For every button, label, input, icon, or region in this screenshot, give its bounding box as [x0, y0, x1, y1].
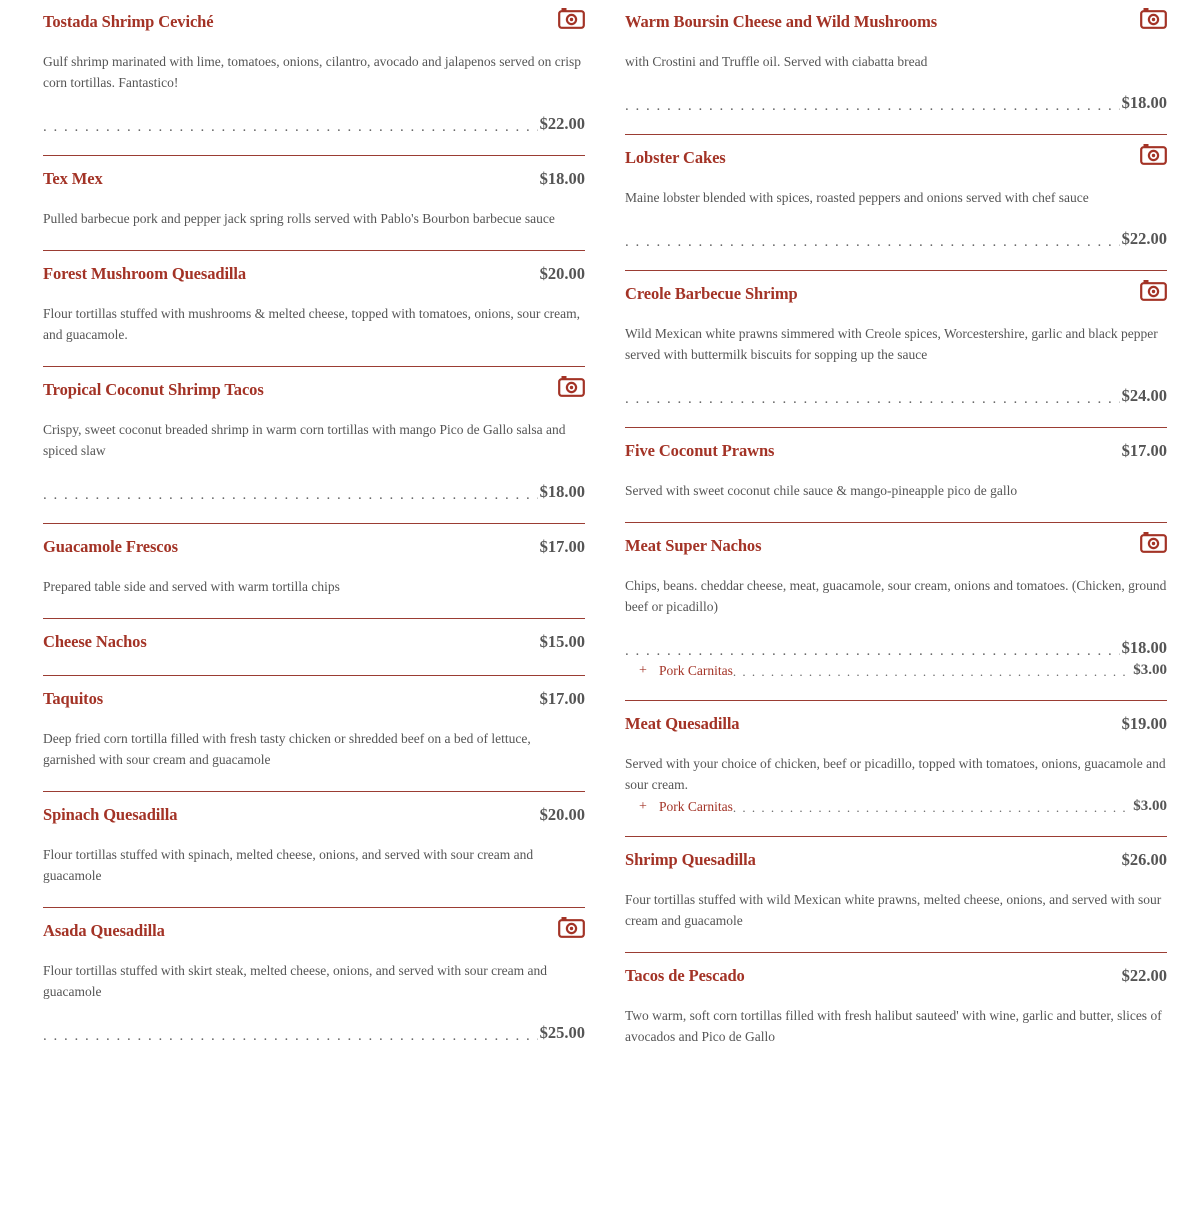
menu-item-description: Deep fried corn tortilla filled with fresh tasty chicken or shredded beef on a bed of lettuce, garnished with sour cream and guacamole [43, 731, 531, 767]
menu-item [43, 792, 585, 908]
menu-item-title: Five Coconut Prawns [625, 441, 775, 460]
dot-leader [43, 488, 538, 502]
menu-item [625, 701, 1167, 837]
menu-item-header [43, 919, 585, 943]
menu-item-description: Flour tortillas stuffed with skirt steak, melted cheese, onions, and served with sour cream and guacamole [43, 963, 548, 999]
menu-column-right [625, 0, 1167, 1068]
menu-item-header [625, 848, 1167, 872]
menu-item-price-row [43, 112, 585, 134]
menu-item-title: Guacamole Frescos [43, 537, 179, 556]
menu-item [625, 135, 1167, 271]
menu-item [43, 908, 585, 1064]
addon-price: $3.00 [1133, 798, 1167, 814]
menu-item-title: Creole Barbecue Shrimp [625, 284, 798, 303]
menu-item-description: Prepared table side and served with warm tortilla chips [43, 579, 340, 594]
dot-leader [625, 644, 1120, 658]
menu-item-price: $17.00 [539, 537, 585, 556]
menu-item-description: Served with your choice of chicken, beef or picadillo, topped with tomatoes, onions, guacamole and sour cream. [625, 756, 1166, 792]
menu-item-description: with Crostini and Truffle oil. Served with ciabatta bread [625, 54, 928, 69]
menu-item-price: $18.00 [1121, 93, 1167, 112]
menu-item-title: Lobster Cakes [625, 148, 726, 167]
menu-item-header [43, 378, 585, 402]
dot-leader [625, 235, 1120, 249]
menu-item [43, 251, 585, 367]
menu-item-price: $22.00 [1121, 229, 1167, 248]
menu-item-title: Taquitos [43, 689, 104, 708]
menu-item-price: $25.00 [539, 1023, 585, 1042]
menu-item-header [43, 630, 585, 654]
dot-leader [43, 120, 538, 134]
camera-icon[interactable] [1140, 531, 1167, 553]
addon-row [625, 795, 1167, 815]
menu-item-title: Tex Mex [43, 169, 103, 188]
menu-item-title: Asada Quesadilla [43, 921, 165, 940]
menu-item-description: Crispy, sweet coconut breaded shrimp in warm corn tortillas with mango Pico de Gallo salsa and spiced slaw [43, 422, 566, 458]
menu-item-title: Forest Mushroom Quesadilla [43, 264, 247, 283]
dot-leader [733, 665, 1131, 679]
menu-item-price-row [43, 1021, 585, 1043]
menu-item-price: $18.00 [1121, 638, 1167, 657]
menu-item [43, 619, 585, 676]
menu-item-description: Chips, beans. cheddar cheese, meat, guacamole, sour cream, onions and tomatoes. (Chicken, ground beef or picadillo) [625, 578, 1167, 614]
menu-item-description: Flour tortillas stuffed with mushrooms & melted cheese, topped with tomatoes, onions, sour cream, and guacamole. [43, 306, 581, 342]
menu-item-description: Wild Mexican white prawns simmered with Creole spices, Worcestershire, garlic and black pepper served with buttermilk biscuits for sopping up the sauce [625, 326, 1158, 362]
menu-item-price: $22.00 [539, 114, 585, 133]
dot-leader [625, 99, 1120, 113]
menu-item [625, 271, 1167, 428]
menu-item-header [43, 10, 585, 34]
menu-item [43, 0, 585, 156]
menu-item [625, 0, 1167, 135]
addon-price: $3.00 [1133, 662, 1167, 678]
menu-item-title: Tropical Coconut Shrimp Tacos [43, 380, 264, 399]
menu-item-header [625, 439, 1167, 463]
menu-item [43, 367, 585, 524]
menu-item-header [625, 146, 1167, 170]
menu-item-price: $17.00 [539, 689, 585, 708]
addon-plus: + [639, 799, 647, 814]
menu-item-price: $15.00 [539, 632, 585, 651]
menu-item-price: $22.00 [1121, 966, 1167, 985]
addon-plus: + [639, 663, 647, 678]
menu-item-price: $19.00 [1121, 714, 1167, 733]
menu-item-title: Meat Super Nachos [625, 536, 762, 555]
menu-item [625, 953, 1167, 1068]
menu-item-price: $18.00 [539, 482, 585, 501]
camera-icon[interactable] [558, 916, 585, 938]
menu-item-price-row [43, 480, 585, 502]
menu-item-price: $24.00 [1121, 386, 1167, 405]
menu-item-description: Maine lobster blended with spices, roasted peppers and onions served with chef sauce [625, 190, 1089, 205]
menu-column-left [43, 0, 585, 1064]
camera-icon[interactable] [1140, 143, 1167, 165]
menu-item-header [43, 803, 585, 827]
menu-item-title: Meat Quesadilla [625, 714, 740, 733]
menu-item-price-row [625, 384, 1167, 406]
menu-item-header [625, 534, 1167, 558]
menu-item-title: Cheese Nachos [43, 632, 147, 651]
menu-item [625, 523, 1167, 701]
menu-item-price-row [625, 636, 1167, 658]
menu-item-title: Shrimp Quesadilla [625, 850, 756, 869]
menu-item-header [43, 535, 585, 559]
menu-item-title: Spinach Quesadilla [43, 805, 178, 824]
menu-item-header [625, 10, 1167, 34]
menu-item-description: Served with sweet coconut chile sauce & mango-pineapple pico de gallo [625, 483, 1018, 498]
addon-row [625, 659, 1167, 679]
menu-item-header [43, 687, 585, 711]
menu-item-header [625, 964, 1167, 988]
menu-item-description: Pulled barbecue pork and pepper jack spring rolls served with Pablo's Bourbon barbecue sauce [43, 211, 555, 226]
menu-item-price: $17.00 [1121, 441, 1167, 460]
menu-item-price: $18.00 [539, 169, 585, 188]
dot-leader [733, 801, 1131, 815]
menu-item-price-row [625, 227, 1167, 249]
menu-item-title: Warm Boursin Cheese and Wild Mushrooms [625, 12, 938, 31]
menu-item-header [43, 167, 585, 191]
dot-leader [43, 1029, 538, 1043]
menu-item-price-row [625, 91, 1167, 113]
menu-item-price: $20.00 [539, 264, 585, 283]
menu-item-price: $26.00 [1121, 850, 1167, 869]
menu-item [625, 428, 1167, 523]
menu-item-header [625, 712, 1167, 736]
camera-icon[interactable] [558, 375, 585, 397]
menu-item-title: Tacos de Pescado [625, 966, 745, 985]
menu-item [625, 837, 1167, 953]
menu-item-description: Flour tortillas stuffed with spinach, melted cheese, onions, and served with sour cream and guacamole [43, 847, 534, 883]
camera-icon[interactable] [558, 7, 585, 29]
addon-label: Pork Carnitas [659, 663, 733, 678]
camera-icon[interactable] [1140, 7, 1167, 29]
menu-item-description: Two warm, soft corn tortillas filled with fresh halibut sauteed' with wine, garlic and butter, slices of avocados and Pico de Gallo [625, 1008, 1162, 1044]
menu-item-title: Tostada Shrimp Ceviché [43, 12, 214, 31]
menu-item [43, 524, 585, 619]
menu-item-description: Gulf shrimp marinated with lime, tomatoes, onions, cilantro, avocado and jalapenos served on crisp corn tortillas. Fantastico! [43, 54, 581, 90]
addon-label: Pork Carnitas [659, 799, 733, 814]
menu-item [43, 676, 585, 792]
camera-icon[interactable] [1140, 279, 1167, 301]
dot-leader [625, 392, 1120, 406]
menu-item-header [43, 262, 585, 286]
menu-item-price: $20.00 [539, 805, 585, 824]
menu-item-description: Four tortillas stuffed with wild Mexican white prawns, melted cheese, onions, and served with sour cream and guacamole [625, 892, 1162, 928]
menu-item-header [625, 282, 1167, 306]
menu-item [43, 156, 585, 251]
